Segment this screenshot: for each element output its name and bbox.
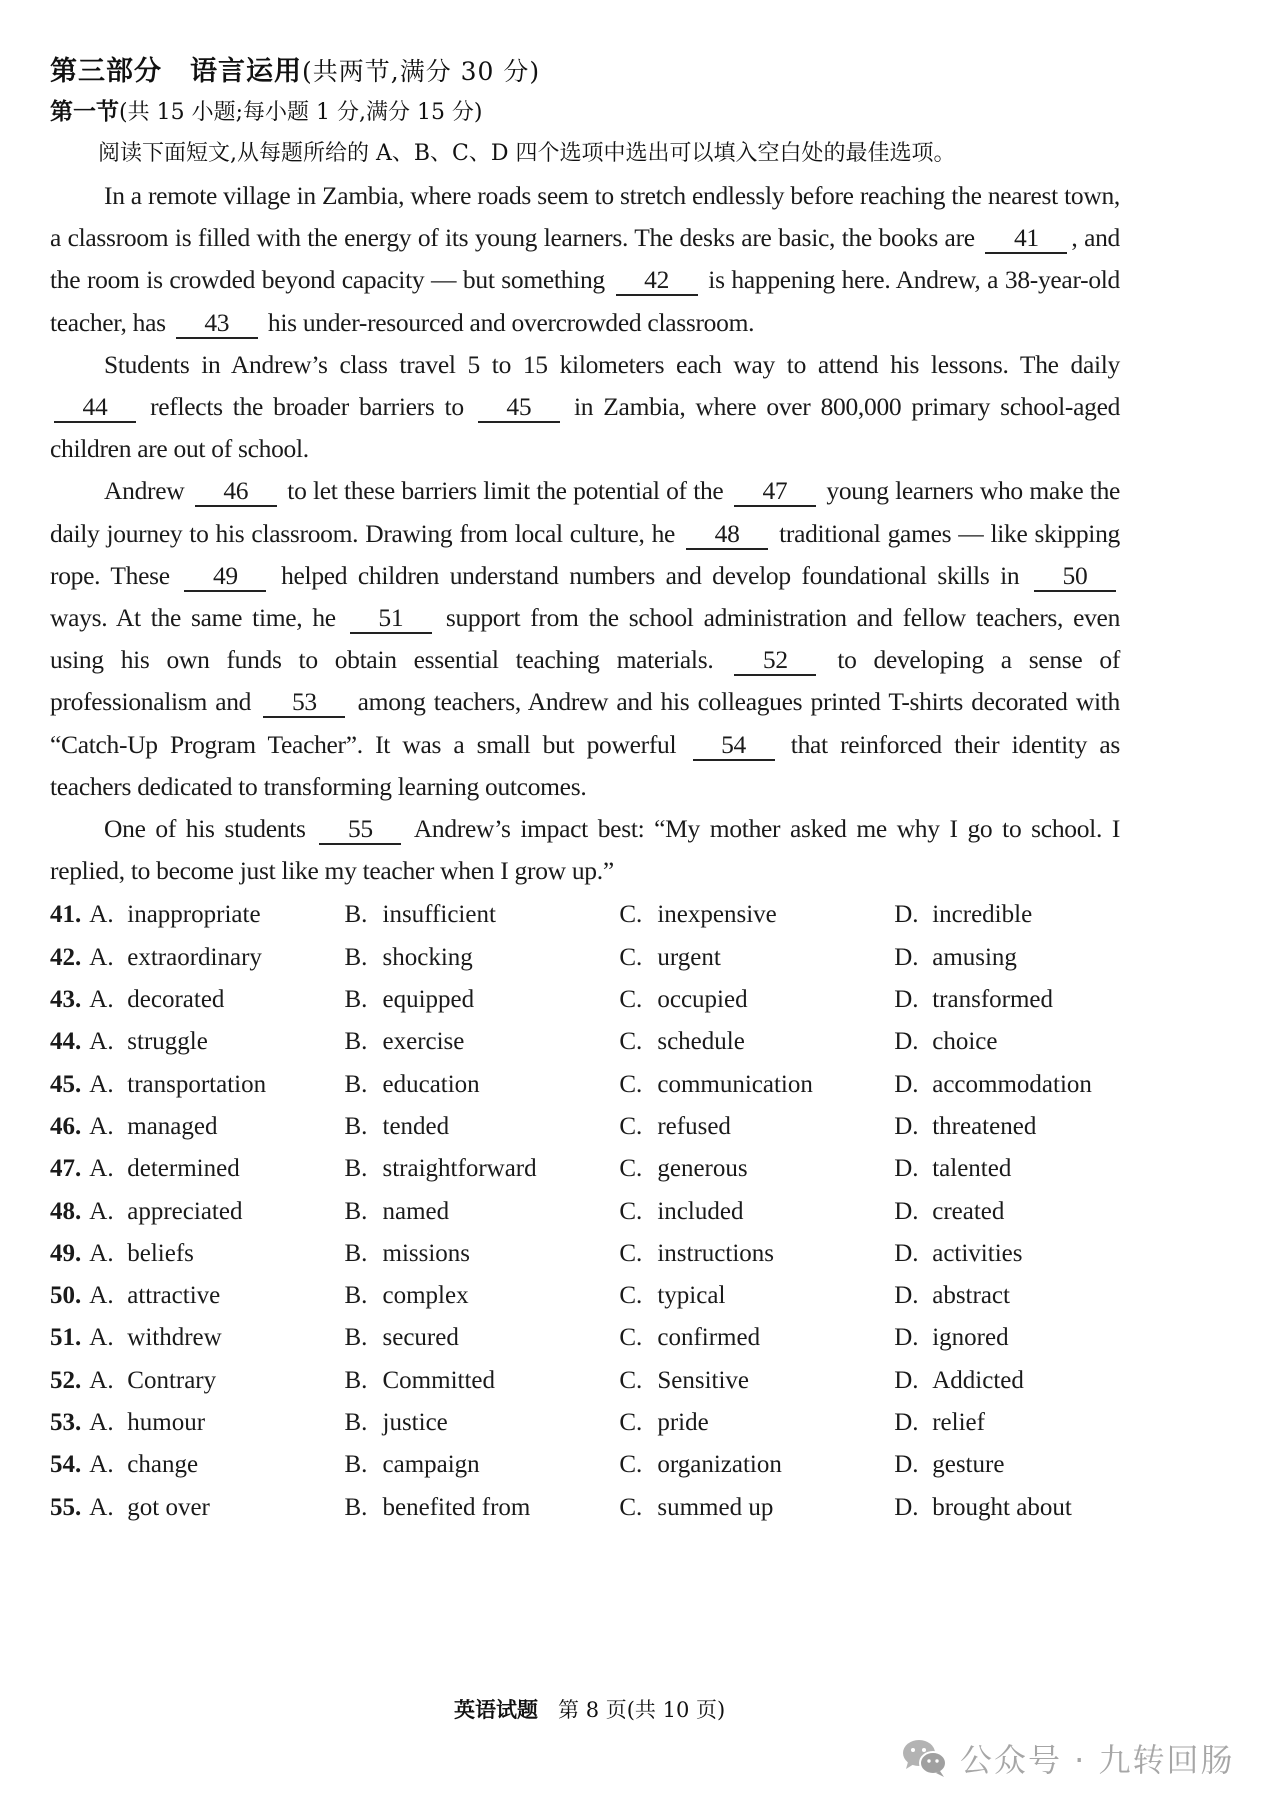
option-c <box>619 1064 894 1106</box>
option-text: choice <box>932 1028 998 1056</box>
option-letter: B. <box>344 1324 368 1352</box>
option-text: exercise <box>382 1028 465 1056</box>
option-letter: D. <box>894 1324 919 1352</box>
option-text: change <box>127 1451 199 1479</box>
option-d <box>894 1233 1120 1275</box>
option-letter: A. <box>89 1239 114 1267</box>
option-text: shocking <box>382 943 473 971</box>
option-text: withdrew <box>127 1324 222 1352</box>
blank-47: 47 <box>734 477 816 507</box>
paragraph-1: In a remote village in Zambia, where roads seem to stretch endlessly before reaching the nearest town, a classroom is filled with the energy of its young learners. The desks are basic, the books are 41 , and the room is crowded beyond capacity — but something 42 is happening here. Andrew, a 38-year-old teacher, has 43 his under-resourced and overcrowded classroom. <box>50 181 1121 337</box>
question-number: 52. <box>50 1366 82 1394</box>
option-a <box>89 1021 344 1063</box>
option-letter: B. <box>344 1409 368 1437</box>
footer-title: 英语试题 <box>454 1698 538 1722</box>
question-number: 44. <box>50 1028 82 1056</box>
watermark-text: 公众号 · 九转回肠 <box>960 1741 1235 1779</box>
option-letter: B. <box>344 1282 368 1310</box>
option-text: amusing <box>932 943 1017 971</box>
option-a <box>89 1106 344 1148</box>
option-letter: C. <box>619 986 643 1014</box>
option-a <box>89 1444 344 1486</box>
option-letter: D. <box>894 1451 919 1479</box>
option-letter: A. <box>89 1366 114 1394</box>
option-d <box>894 1191 1120 1233</box>
option-c <box>619 1360 894 1402</box>
subsection-title: 第一节 <box>50 99 119 125</box>
option-letter: D. <box>894 1282 919 1310</box>
blank-55: 55 <box>319 815 401 845</box>
option-letter: B. <box>344 1239 368 1267</box>
question-number: 48. <box>50 1197 82 1225</box>
option-a <box>89 894 344 936</box>
option-d <box>894 1444 1120 1486</box>
wechat-icon <box>902 1738 948 1778</box>
option-text: Addicted <box>932 1366 1024 1394</box>
question-number: 45. <box>50 1070 82 1098</box>
question-row <box>50 1191 1120 1233</box>
footer-page-number: 第 8 页(共 10 页) <box>558 1698 726 1722</box>
option-text: activities <box>932 1239 1023 1267</box>
option-c <box>619 1191 894 1233</box>
option-letter: D. <box>894 1155 919 1183</box>
question-row <box>50 1148 1120 1190</box>
option-letter: C. <box>619 1197 643 1225</box>
blank-52: 52 <box>734 646 816 676</box>
question-number: 55. <box>50 1493 82 1521</box>
question-row <box>50 1444 1120 1486</box>
option-text: gesture <box>932 1451 1005 1479</box>
option-text: campaign <box>382 1451 480 1479</box>
option-letter: B. <box>344 1028 368 1056</box>
paragraph-3: Andrew 46 to let these barriers limit the potential of the 47 young learners who make the daily journey to his classroom. Drawing from local culture, he 48 traditional games — like skipping rope. These 49 helped children understand numbers and develop foundational skills in 50 ways. At the same time, he 51 support from the school administration and fellow teachers, even using his own funds to obtain essential teaching materials. 52 to developing a sense of professionalism and 53 among teachers, Andrew and his colleagues printed T-shirts decorated with “Catch-Up Program Teacher”. It was a small but powerful 54 that reinforced their identity as teachers dedicated to transforming learning outcomes. <box>50 476 1121 801</box>
option-letter: D. <box>894 1028 919 1056</box>
question-row <box>50 1275 1120 1317</box>
option-c <box>619 1402 894 1444</box>
option-b <box>345 1148 620 1190</box>
option-letter: D. <box>894 1493 919 1521</box>
option-letter: D. <box>894 943 919 971</box>
option-text: occupied <box>657 986 748 1014</box>
option-b <box>345 1191 620 1233</box>
option-b <box>345 1360 620 1402</box>
blank-43: 43 <box>176 309 258 339</box>
option-text: education <box>382 1070 480 1098</box>
question-row <box>50 894 1120 936</box>
section-note: (共两节,满分 30 分) <box>302 57 541 86</box>
option-letter: A. <box>89 1197 114 1225</box>
option-a <box>89 1148 344 1190</box>
option-d <box>894 894 1120 936</box>
option-a <box>89 1233 344 1275</box>
option-letter: B. <box>344 901 368 929</box>
blank-48: 48 <box>686 520 768 550</box>
option-d <box>894 1148 1120 1190</box>
option-b <box>345 1106 620 1148</box>
option-c <box>619 937 894 979</box>
option-letter: D. <box>894 1409 919 1437</box>
question-row <box>50 1233 1120 1275</box>
option-letter: C. <box>619 1239 643 1267</box>
option-text: generous <box>657 1155 748 1183</box>
option-text: confirmed <box>657 1324 761 1352</box>
option-letter: A. <box>89 1028 114 1056</box>
option-letter: D. <box>894 1070 919 1098</box>
option-text: included <box>657 1197 744 1225</box>
option-text: threatened <box>932 1112 1037 1140</box>
option-text: beliefs <box>127 1239 194 1267</box>
option-text: justice <box>382 1409 448 1437</box>
blank-45: 45 <box>478 393 560 423</box>
section-heading <box>50 52 1120 92</box>
option-d <box>894 1106 1120 1148</box>
blank-41: 41 <box>985 224 1067 254</box>
option-text: attractive <box>127 1282 221 1310</box>
option-text: managed <box>127 1112 218 1140</box>
question-number: 49. <box>50 1239 82 1267</box>
option-b <box>345 1275 620 1317</box>
option-c <box>619 979 894 1021</box>
question-row <box>50 1064 1120 1106</box>
option-b <box>345 1233 620 1275</box>
option-letter: B. <box>344 1155 368 1183</box>
option-text: talented <box>932 1155 1012 1183</box>
option-c <box>619 1106 894 1148</box>
option-text: transportation <box>127 1070 267 1098</box>
blank-42: 42 <box>616 266 698 296</box>
option-c <box>619 1021 894 1063</box>
option-text: brought about <box>932 1493 1072 1521</box>
option-letter: A. <box>89 1451 114 1479</box>
option-text: abstract <box>932 1282 1010 1310</box>
section-title: 第三部分 <box>50 56 162 87</box>
question-number: 47. <box>50 1155 82 1183</box>
option-letter: D. <box>894 986 919 1014</box>
option-letter: B. <box>344 1493 368 1521</box>
option-text: typical <box>657 1282 726 1310</box>
option-a <box>89 1064 344 1106</box>
option-d <box>894 937 1120 979</box>
option-letter: D. <box>894 1239 919 1267</box>
option-text: urgent <box>657 943 721 971</box>
option-b <box>345 1317 620 1359</box>
option-letter: A. <box>89 1155 114 1183</box>
question-row <box>50 1106 1120 1148</box>
option-text: refused <box>657 1112 731 1140</box>
option-letter: C. <box>619 1155 643 1183</box>
watermark <box>902 1735 1235 1781</box>
option-letter: C. <box>619 943 643 971</box>
option-a <box>89 937 344 979</box>
option-text: communication <box>657 1070 813 1098</box>
option-d <box>894 1317 1120 1359</box>
option-text: got over <box>127 1493 210 1521</box>
question-number: 42. <box>50 943 82 971</box>
option-text: instructions <box>657 1239 775 1267</box>
option-b <box>345 1021 620 1063</box>
option-text: schedule <box>657 1028 745 1056</box>
option-text: inappropriate <box>127 901 261 929</box>
option-d <box>894 979 1120 1021</box>
option-c <box>619 1148 894 1190</box>
question-row <box>50 1487 1120 1529</box>
option-letter: B. <box>344 1366 368 1394</box>
option-d <box>894 1402 1120 1444</box>
question-row <box>50 1402 1120 1444</box>
option-d <box>894 1275 1120 1317</box>
option-letter: A. <box>89 1070 114 1098</box>
option-text: determined <box>127 1155 240 1183</box>
option-letter: D. <box>894 901 919 929</box>
option-c <box>619 1317 894 1359</box>
option-letter: A. <box>89 943 114 971</box>
section-name: 语言运用 <box>190 56 302 87</box>
option-letter: C. <box>619 1324 643 1352</box>
option-c <box>619 1233 894 1275</box>
option-text: secured <box>382 1324 459 1352</box>
option-letter: B. <box>344 986 368 1014</box>
option-text: transformed <box>932 986 1054 1014</box>
option-text: incredible <box>932 901 1033 929</box>
blank-49: 49 <box>184 562 266 592</box>
blank-54: 54 <box>693 731 775 761</box>
option-text: Contrary <box>127 1366 217 1394</box>
option-text: Sensitive <box>657 1366 750 1394</box>
option-text: appreciated <box>127 1197 243 1225</box>
option-letter: A. <box>89 1409 114 1437</box>
option-text: created <box>932 1197 1005 1225</box>
option-letter: C. <box>619 1366 643 1394</box>
question-row <box>50 937 1120 979</box>
option-letter: C. <box>619 901 643 929</box>
option-a <box>89 1360 344 1402</box>
option-letter: C. <box>619 1282 643 1310</box>
paragraph-2: Students in Andrew’s class travel 5 to 15 kilometers each way to attend his lessons. The daily 44 reflects the broader barriers to 45 in Zambia, where over 800,000 primary school-aged children are out of school. <box>50 349 1121 464</box>
option-letter: D. <box>894 1197 919 1225</box>
option-text: accommodation <box>932 1070 1092 1098</box>
option-b <box>345 937 620 979</box>
option-letter: C. <box>619 1493 643 1521</box>
answer-options-list <box>50 894 1120 1528</box>
option-a <box>89 1402 344 1444</box>
option-text: missions <box>382 1239 471 1267</box>
instruction-text: 阅读下面短文,从每题所给的 A、B、C、D 四个选项中选出可以填入空白处的最佳选项。 <box>98 141 956 166</box>
option-d <box>894 1021 1120 1063</box>
blank-46: 46 <box>195 477 277 507</box>
option-letter: C. <box>619 1112 643 1140</box>
option-letter: B. <box>344 1070 368 1098</box>
option-text: ignored <box>932 1324 1009 1352</box>
cloze-passage <box>50 175 1120 892</box>
paragraph-4: One of his students 55 Andrew’s impact best: “My mother asked me why I go to school. I replied, to become just like my teacher when I grow up.” <box>50 814 1121 886</box>
option-letter: B. <box>344 943 368 971</box>
option-letter: C. <box>619 1028 643 1056</box>
page-footer <box>454 1694 725 1724</box>
subsection-heading <box>50 92 1120 133</box>
option-text: benefited from <box>382 1493 531 1521</box>
option-d <box>894 1360 1120 1402</box>
option-d <box>894 1487 1120 1529</box>
option-c <box>619 1487 894 1529</box>
option-letter: A. <box>89 1282 114 1310</box>
question-number: 51. <box>50 1324 82 1352</box>
option-text: tended <box>382 1112 450 1140</box>
blank-51: 51 <box>350 604 432 634</box>
question-row <box>50 1360 1120 1402</box>
option-c <box>619 1444 894 1486</box>
option-letter: D. <box>894 1112 919 1140</box>
question-number: 54. <box>50 1451 82 1479</box>
question-number: 43. <box>50 986 82 1014</box>
option-text: named <box>382 1197 450 1225</box>
question-row <box>50 979 1120 1021</box>
option-d <box>894 1064 1120 1106</box>
question-number: 50. <box>50 1282 82 1310</box>
option-text: summed up <box>657 1493 774 1521</box>
option-text: straightforward <box>382 1155 537 1183</box>
option-c <box>619 894 894 936</box>
option-c <box>619 1275 894 1317</box>
option-b <box>345 1402 620 1444</box>
option-text: decorated <box>127 986 225 1014</box>
option-a <box>89 979 344 1021</box>
option-text: extraordinary <box>127 943 262 971</box>
question-row <box>50 1021 1120 1063</box>
option-letter: A. <box>89 1493 114 1521</box>
option-text: equipped <box>382 986 475 1014</box>
option-a <box>89 1191 344 1233</box>
option-text: inexpensive <box>657 901 777 929</box>
option-b <box>345 979 620 1021</box>
option-b <box>345 1487 620 1529</box>
option-b <box>345 1444 620 1486</box>
option-letter: A. <box>89 1324 114 1352</box>
option-text: relief <box>932 1409 985 1437</box>
question-number: 41. <box>50 901 82 929</box>
option-text: insufficient <box>382 901 496 929</box>
option-letter: B. <box>344 1451 368 1479</box>
option-letter: A. <box>89 1112 114 1140</box>
option-text: pride <box>657 1409 709 1437</box>
blank-50: 50 <box>1034 562 1116 592</box>
option-b <box>345 894 620 936</box>
option-letter: A. <box>89 901 114 929</box>
option-letter: D. <box>894 1366 919 1394</box>
question-row <box>50 1317 1120 1359</box>
option-text: struggle <box>127 1028 208 1056</box>
option-letter: C. <box>619 1451 643 1479</box>
option-b <box>345 1064 620 1106</box>
option-text: organization <box>657 1451 782 1479</box>
subsection-note: (共 15 小题;每小题 1 分,满分 15 分) <box>119 100 483 125</box>
option-text: complex <box>382 1282 469 1310</box>
option-letter: B. <box>344 1112 368 1140</box>
option-a <box>89 1487 344 1529</box>
exam-page <box>50 52 1120 1529</box>
option-letter: C. <box>619 1070 643 1098</box>
option-text: Committed <box>382 1366 495 1394</box>
option-text: humour <box>127 1409 206 1437</box>
option-letter: B. <box>344 1197 368 1225</box>
question-number: 53. <box>50 1409 82 1437</box>
blank-44: 44 <box>54 393 136 423</box>
question-number: 46. <box>50 1112 82 1140</box>
option-letter: C. <box>619 1409 643 1437</box>
option-a <box>89 1317 344 1359</box>
option-letter: A. <box>89 986 114 1014</box>
option-a <box>89 1275 344 1317</box>
blank-53: 53 <box>263 688 345 718</box>
